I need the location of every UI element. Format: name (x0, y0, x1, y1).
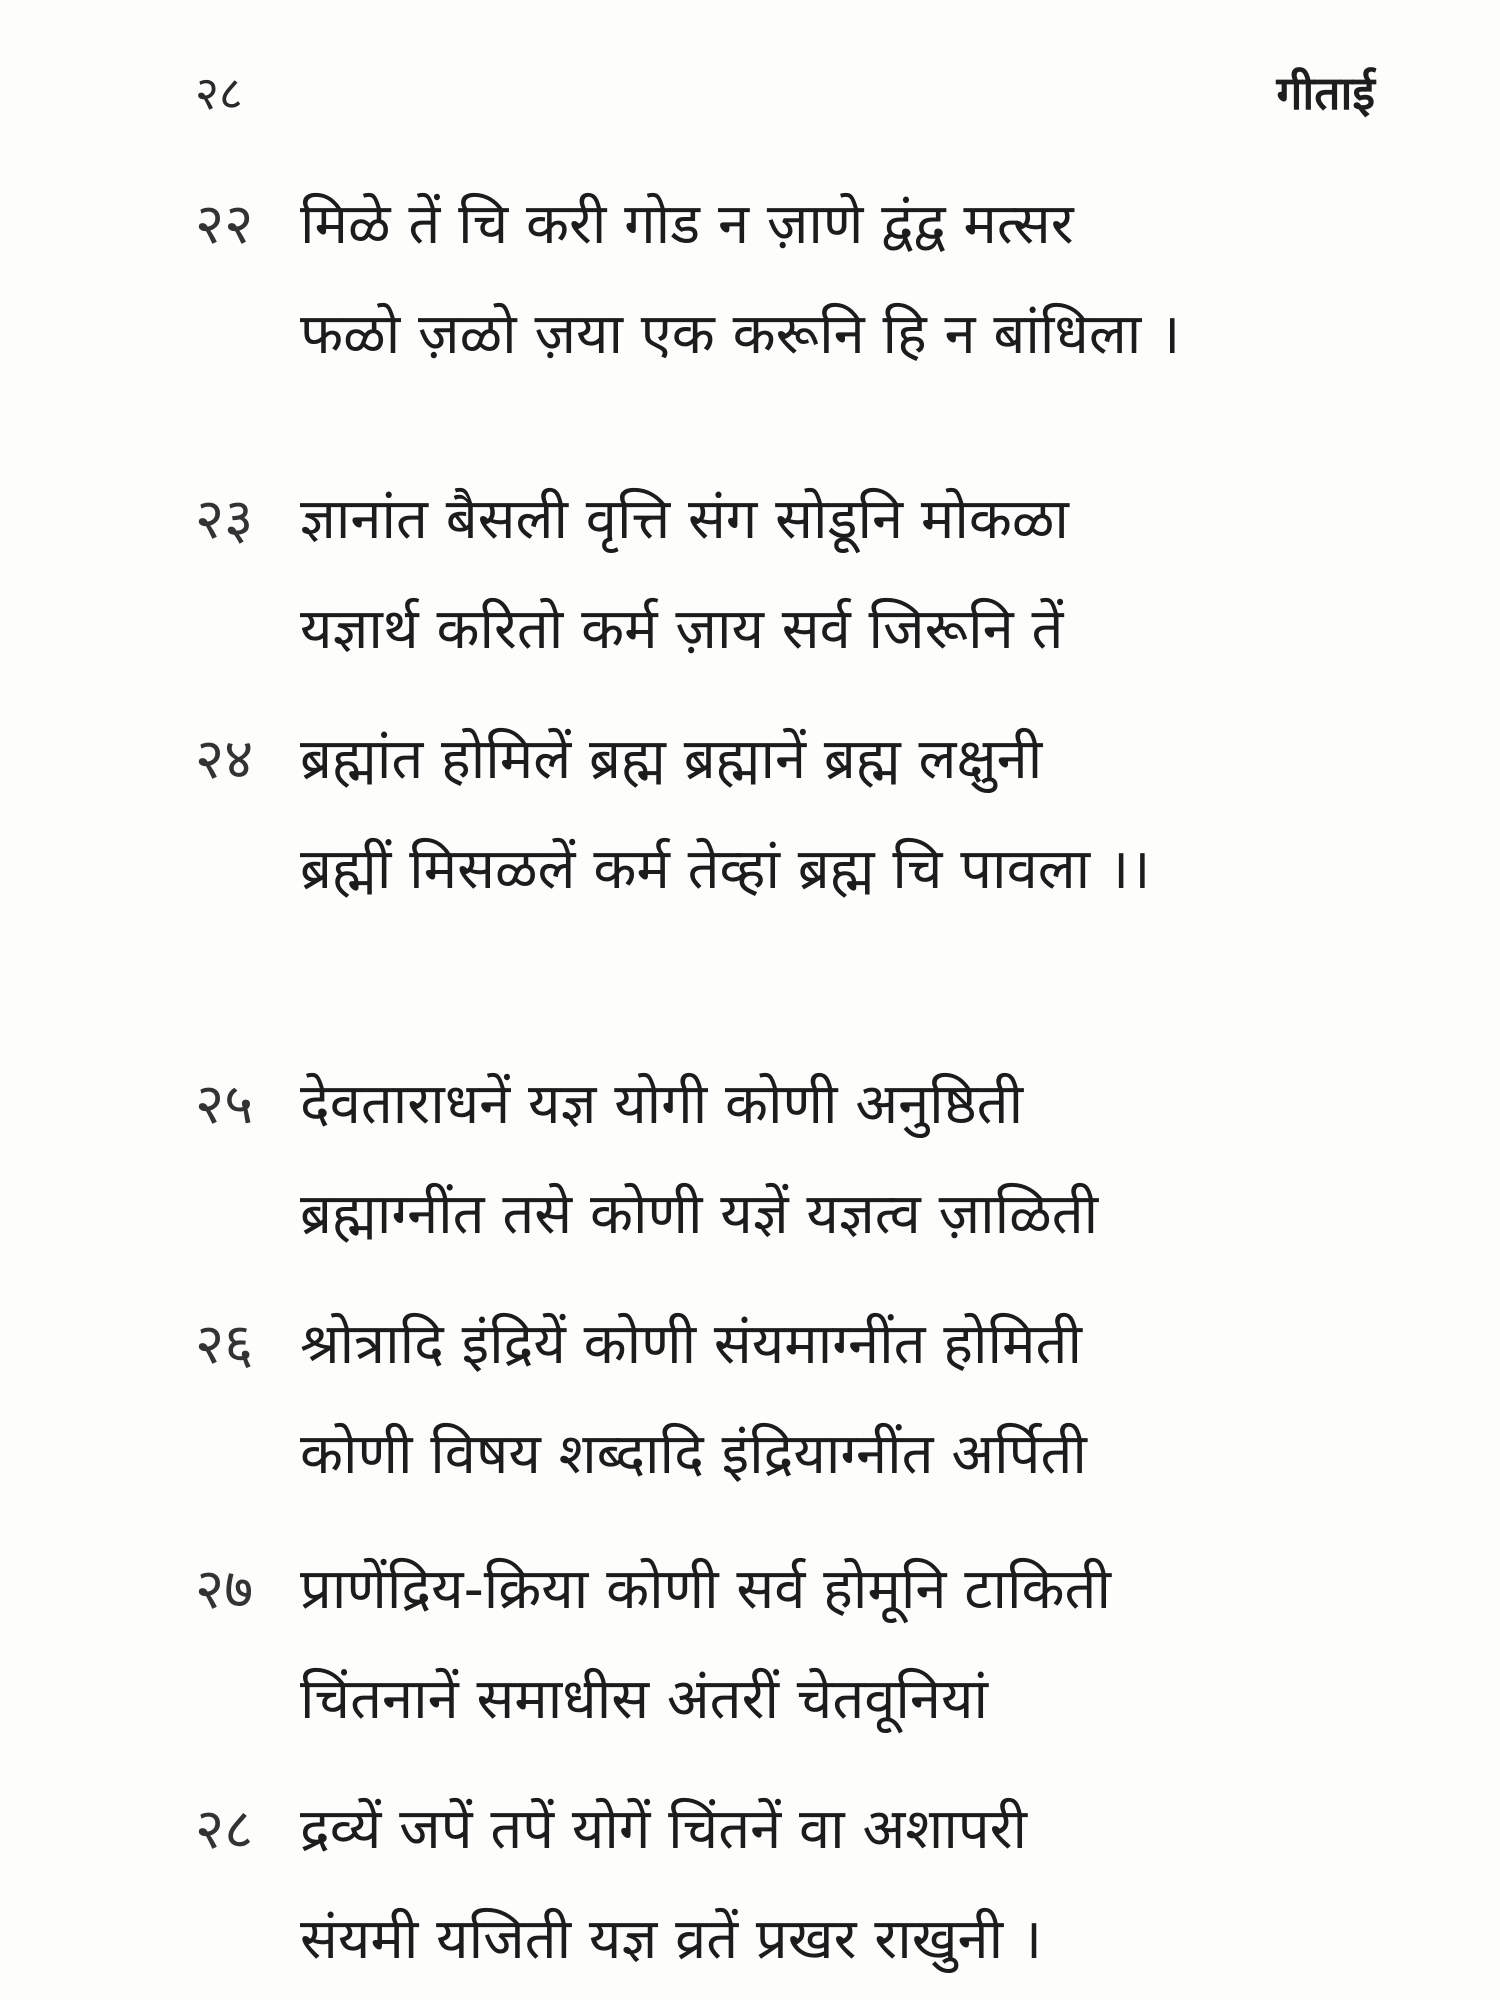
verse-text (300, 1050, 1098, 1270)
page-number: २८ (195, 66, 243, 120)
verse-line: ब्रह्मांत होमिलें ब्रह्म ब्रह्मानें ब्रह्म लक्षुनी (300, 727, 1043, 792)
running-head-title: गीताई (1276, 66, 1375, 120)
verse-number: २३ (195, 487, 254, 552)
verse-line: श्रोत्रादि इंद्रियें कोणी संयमाग्नींत होमिती (300, 1312, 1082, 1377)
verse-line: फळो ज़ळो ज़या एक करूनि हि न बांधिला । (300, 302, 1181, 367)
verse-line: देवताराधनें यज्ञ योगी कोणी अनुष्ठिती (300, 1072, 1024, 1137)
verse-line: ब्रह्मीं मिसळलें कर्म तेव्हां ब्रह्म चि पावला ।। (300, 837, 1151, 902)
verse-line: प्राणेंद्रिय-क्रिया कोणी सर्व होमूनि टाकिती (300, 1557, 1111, 1622)
verse-text (300, 1535, 1111, 1755)
verse-line: ज्ञानांत बैसली वृत्ति संग सोडूनि मोकळा (300, 487, 1069, 552)
verse-line: यज्ञार्थ करितो कर्म ज़ाय सर्व जिरूनि तें (300, 597, 1064, 662)
verse-line: कोणी विषय शब्दादि इंद्रियाग्नींत अर्पिती (300, 1422, 1087, 1487)
verse-text (300, 170, 1180, 390)
verse-text (300, 465, 1069, 685)
verse-text (300, 705, 1150, 925)
verse-line: मिळे तें चि करी गोड न ज़ाणे द्वंद्व मत्सर (300, 192, 1074, 257)
verse-number: २७ (195, 1557, 254, 1622)
verse-number: २४ (195, 727, 254, 792)
verse-line: चिंतनानें समाधीस अंतरीं चेतवूनियां (300, 1667, 988, 1732)
verse-line: ब्रह्माग्नींत तसे कोणी यज्ञें यज्ञत्व ज़ाळिती (300, 1182, 1099, 1247)
verse-line: संयमी यजिती यज्ञ व्रतें प्रखर राखुनी । (300, 1907, 1043, 1972)
verse-text (300, 1290, 1087, 1510)
verse-text (300, 1775, 1042, 1995)
verse-line: द्रव्यें जपें तपें योगें चिंतनें वा अशापरी (300, 1797, 1028, 1862)
verse-number: २५ (195, 1072, 254, 1137)
verse-number: २२ (195, 192, 254, 257)
verse-number: २६ (195, 1312, 254, 1377)
verse-number: २८ (195, 1797, 254, 1862)
